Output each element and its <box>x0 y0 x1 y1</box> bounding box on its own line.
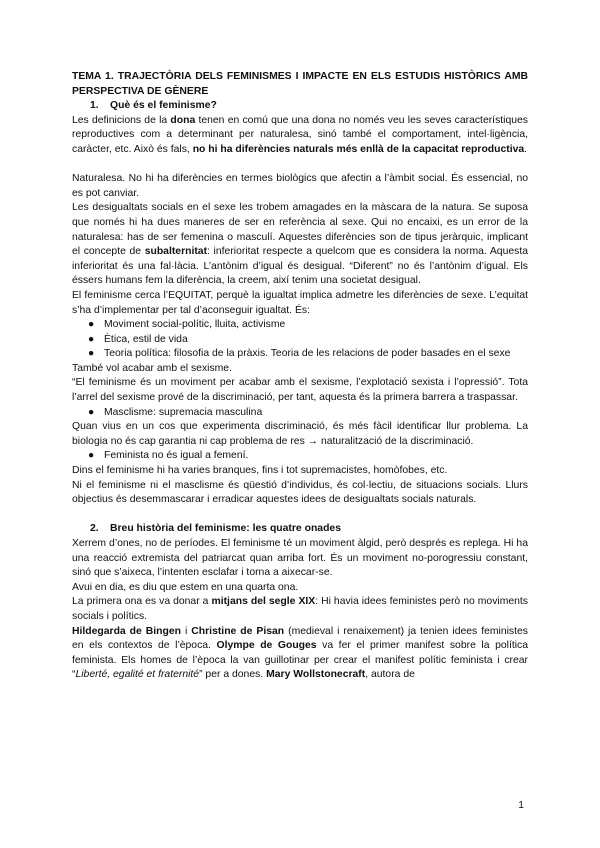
spacer <box>72 508 528 523</box>
bullet-icon: ● <box>88 450 95 462</box>
page-number: 1 <box>518 800 524 811</box>
list-item: ● Masclisme: supremacia masculina <box>72 406 528 421</box>
page-title: TEMA 1. TRAJECTÒRIA DELS FEMINISMES I IMPACTE EN ELS ESTUDIS HISTÒRICS AMB PERSPECTIVA DE GÈNERE <box>72 71 528 97</box>
paragraph: Ni el feminisme ni el masclisme és qüestió d’individus, és col·lectiu, de situacions socials. Llurs objectius és desemmascarar i erradicar aquestes idees de desigualtats socials naturals. <box>72 479 528 506</box>
paragraph: Quan vius en un cos que experimenta discriminació, és més fàcil identificar llur problema. La biologia no és cap garantia ni cap problema de res → naturalització de la discriminació. <box>72 421 528 447</box>
section-heading-2: 2. Breu història del feminisme: les quatre onades <box>90 523 341 535</box>
bullet-icon: ● <box>88 348 95 360</box>
document-body <box>72 70 528 683</box>
list-item: ● Moviment social-polític, lluita, activisme <box>72 318 528 333</box>
bullet-icon: ● <box>88 333 95 345</box>
bullet-icon: ● <box>88 319 95 331</box>
section-heading-1: 1. Què és el feminisme? <box>90 100 217 112</box>
paragraph: També vol acabar amb el sexisme. <box>72 362 232 374</box>
paragraph: Hildegarda de Bingen i Christine de Pisan (medieval i renaixement) ja tenien idees feministes en els contextos de l’època. Olympe de Gouges va fer el primer manifest sobre la política feminista. Els homes de l’època la van guillotinar per crear el manifest polític feminista i crear “Liberté, egalité et fraternité” per a dones. Mary Wollstonecraft, autora de <box>72 625 528 681</box>
paragraph: Naturalesa. No hi ha diferències en termes biològics que afectin a l’àmbit social. És essencial, no es pot canviar. <box>72 173 528 199</box>
paragraph: Xerrem d’ones, no de períodes. El feminisme té un moviment àlgid, però després es replega. Hi ha una reacció extremista del patriarcat quan arriba fort. És un moviment no-porogressiu constant, sinó que s’aixeca, l’intenten esclafar i torna a aixecar-se. <box>72 538 528 579</box>
paragraph: Les desigualtats socials en el sexe les trobem amagades en la màscara de la natura. Se suposa que només hi ha dues maneres de ser en referència al sexe. Qui no encaixi, es un error de la naturalesa: has de ser femenina o masculí. Aquestes diferències son de tipus jeràrquic, implicant el concepte de subalternitat: inferioritat respecte a quelcom que es considera la norma. Aquesta inferioritat és una fal·làcia. L’antònim d’igual és desigual. “Diferent” no és l’antònim d’igual. Els éssers humans fem la diferència, la creem, així tenim una societat desigual. <box>72 202 528 287</box>
list-item: ● Ètica, estil de vida <box>72 333 528 348</box>
bullet-list <box>72 406 528 421</box>
bullet-list <box>72 449 528 464</box>
paragraph: Dins el feminisme hi ha varies branques, fins i tot supremacistes, homòfobes, etc. <box>72 465 448 477</box>
paragraph: La primera ona es va donar a mitjans del segle XIX: Hi havia idees feministes però no moviments socials i polítics. <box>72 596 528 622</box>
paragraph: Avui en dia, es diu que estem en una quarta ona. <box>72 581 299 593</box>
paragraph: Les definicions de la dona tenen en comú que una dona no només veu les seves característiques reproductives com a determinant per naturalesa, sinó també el comportament, intel·ligència, caràcter, etc. Això és fals, no hi ha diferències naturals més enllà de la capacitat reproductiva. <box>72 114 528 155</box>
list-item: ● Teoria política: filosofia de la pràxis. Teoria de les relacions de poder basades en el sexe <box>72 347 528 362</box>
paragraph: “El feminisme és un moviment per acabar amb el sexisme, l’explotació sexista i l’opressió”. Tota l’arrel del sexisme prové de la discriminació, per tant, aquesta és la primera barrera a traspassar. <box>72 377 528 404</box>
list-item: ● Feminista no és igual a femení. <box>72 449 528 464</box>
bullet-icon: ● <box>88 406 95 418</box>
paragraph: El feminisme cerca l’EQUITAT, perquè la igualtat implica admetre les diferències de sexe. L’equitat s’ha d’implementar per tal d’aconseguir igualtat. És: <box>72 289 528 316</box>
bullet-list <box>72 318 528 362</box>
spacer <box>72 158 528 173</box>
